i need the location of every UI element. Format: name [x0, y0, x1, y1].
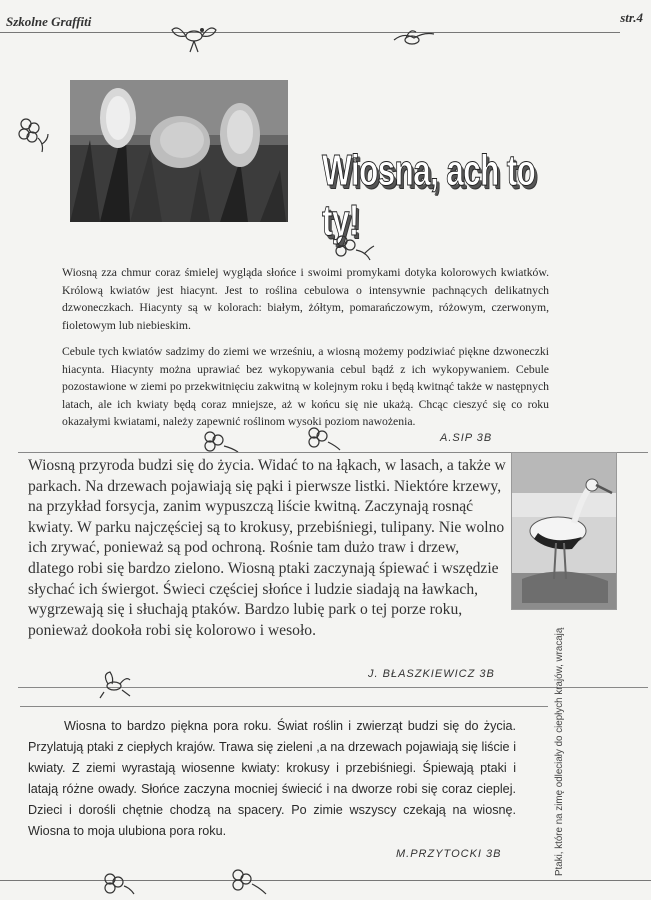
flower-doodle-icon — [228, 866, 272, 896]
flower-doodle-icon — [14, 114, 50, 154]
page-number: str.4 — [620, 10, 643, 25]
flower-doodle-icon — [332, 232, 376, 262]
article-park-signature: J. BŁASZKIEWICZ 3B — [368, 668, 495, 680]
article-spring-text — [28, 716, 516, 842]
bee-doodle-icon — [96, 668, 136, 700]
stork-caption: Ptaki, które na zimę odleciały do ciepłych krajów, wracają — [554, 627, 565, 876]
newspaper-title: Szkolne Graffiti — [6, 14, 92, 29]
footer-rule — [0, 880, 651, 881]
article-hyacinth-paragraph-2: Cebule tych kwiatów sadzimy do ziemi we wrześniu, a wiosną możemy podziwiać piękne dzwoneczki hiacynta. Hiacynty można uprawiać bez wykopywania cebul bądź z ich wykopywaniem. Cebule pozostawione w ziemi po przekwitnięciu zakwitną w kolejnym roku i będą kwitnąć także w następnych latach, ale ich kwiaty będą coraz mniejsze, aż w końcu się nie ukażą. Chcąc cieszyć się co roku okazałymi kwiatami, należy zapewnić roślinom wysoki poziom nawożenia. — [62, 345, 549, 428]
bee-doodle-icon — [168, 20, 220, 56]
article-hyacinth-signature: A.SIP 3B — [440, 432, 493, 444]
page-title: Wiosna, ach to ty! — [322, 146, 536, 245]
bird-doodle-icon — [390, 26, 438, 50]
header-rule — [0, 32, 620, 33]
article-hyacinth-paragraph-1: Wiosną zza chmur coraz śmielej wygląda słońce i swoimi promykami dotyka kolorowych kwiatków. Królową kwiatów jest hiacynt. Jest to roślina cebulowa o intensywnie pachnących delikatnych dzwoneczkach. Hiacynty są w kolorach: białym, żółtym, pomarańczowym, różowym, czerwonym, fioletowym lub niebieskim. — [62, 266, 549, 332]
flower-doodle-icon — [100, 870, 140, 898]
article-park-text: Wiosną przyroda budzi się do życia. Widać to na łąkach, w lasach, a także w parkach. Na drzewach pojawiają się pąki i pierwsze listki. Niektóre krzewy, na przykład forsycja, zanim wypuszczą liście kwitną. Zaczynają rosnąć kwiaty. W parku najczęściej są to krokusy, przebiśniegi, tulipany. Nie wolno ich zrywać, ponieważ są pod ochroną. Rośnie tam dużo traw i drzew, dlatego robi się bardzo zielono. Wiosną ptaki zaczynają śpiewać i wszędzie słychać ich świergot. Świeci częściej słońce i ludzie siadają na ławkach, wygrzewają się i słuchają ptaków. Bardzo lubię park o tej porze roku, ponieważ dookoła robi się kolorowo i wesoło. — [28, 457, 506, 639]
stork-photo — [511, 452, 617, 610]
article-spring-signature: M.PRZYTOCKI 3B — [396, 848, 502, 860]
hyacinth-photo — [70, 80, 288, 222]
article-spring-paragraph: Wiosna to bardzo piękna pora roku. Świat roślin i zwierząt budzi się do życia. Przylatują ptaki z ciepłych krajów. Trawa się zieleni ,a na drzewach pojawiają się liście i kwiaty. Z ziemi wyrastają wiosenne kwiaty: krokusy i przebiśniegi. Śpiewają ptaki i latają różne owady. Słońce zaczyna mocniej świecić i na dworze robi się coraz cieplej. Dzieci i dorośli chętnie chodzą na spacery. Po zimie wszyscy czekają na wiosnę. Wiosna to moja ulubiona pora roku. — [28, 719, 516, 838]
flower-doodle-icon — [304, 424, 346, 452]
